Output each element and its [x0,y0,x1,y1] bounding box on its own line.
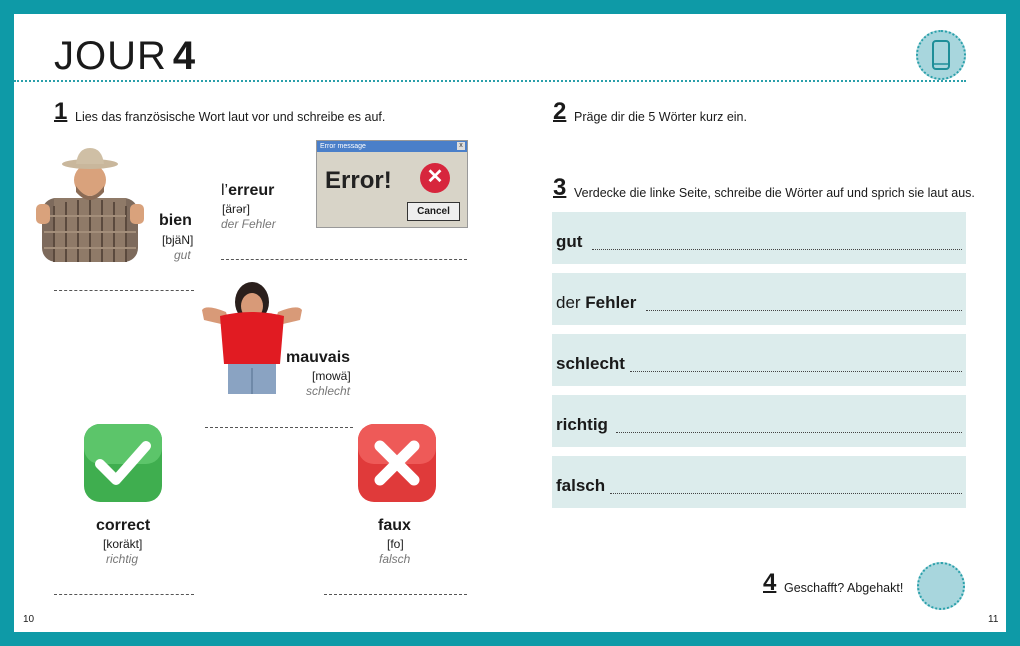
workbook-page [14,14,1006,632]
word-erreur [221,182,274,200]
phon-correct: [koräkt] [103,537,143,551]
green-checkmark-icon [82,422,164,504]
phon-mauvais: [mowä] [312,369,351,383]
page-number-right: 11 [988,614,999,625]
title-number: 4 [172,34,197,78]
page-title [54,34,196,79]
done-checkbox[interactable] [917,562,965,610]
write-row-5[interactable] [552,456,966,508]
write-row-3[interactable] [552,334,966,386]
step-1-instruction: Lies das französische Wort laut vor und schreibe es auf. [75,110,386,124]
smartphone-icon [930,40,952,70]
close-icon: x [457,142,465,150]
word-bien: bien [159,212,192,229]
step-2-number: 2 [553,98,567,125]
man-thumbs-up-image [32,146,148,262]
write-row-line[interactable] [630,371,962,372]
word-erreur-text: erreur [228,182,275,199]
error-x-icon: ✕ [420,163,450,193]
write-line-bien[interactable] [54,290,194,291]
phon-bien: [bjäN] [162,233,194,247]
error-dialog-titlebar [317,141,467,152]
write-row-label: schlecht [556,354,625,373]
phon-faux: [fo] [387,537,404,551]
trans-faux: falsch [379,552,411,566]
step-4-instruction: Geschafft? Abgehakt! [784,581,904,595]
write-row-4[interactable] [552,395,966,447]
write-row-label: richtig [556,415,608,434]
girl-thumbs-down-image [196,280,308,396]
step-3-number: 3 [553,174,567,201]
write-row-label: gut [556,232,583,251]
error-dialog-image [316,140,468,228]
write-line-erreur[interactable] [221,259,467,260]
word-correct: correct [96,517,151,534]
write-line-correct[interactable] [54,594,194,595]
write-line-mauvais[interactable] [205,427,353,428]
phon-erreur: [ärər] [222,202,251,216]
error-dialog-title: Error message [320,143,366,150]
page-number-left: 10 [23,614,35,625]
trans-mauvais: schlecht [306,384,351,398]
app-badge[interactable] [916,30,966,80]
write-row-label: falsch [556,476,606,495]
write-row-line[interactable] [646,310,962,311]
write-row-line[interactable] [592,249,962,250]
step-1-number: 1 [54,98,68,125]
title-word: JOUR [54,34,167,78]
write-row-2[interactable] [552,273,966,325]
trans-erreur: der Fehler [221,217,276,231]
error-dialog-message: Error! [325,167,392,194]
step-4-number: 4 [763,569,777,596]
article-erreur: l’ [221,182,229,199]
red-cross-icon [356,422,438,504]
trans-correct: richtig [106,552,139,566]
write-line-faux[interactable] [324,594,467,595]
word-faux: faux [378,517,411,534]
write-row-line[interactable] [616,432,962,433]
trans-bien: gut [174,248,191,262]
header-divider [14,80,966,82]
word-mauvais: mauvais [286,349,351,366]
error-dialog-cancel: Cancel [407,202,460,221]
write-row-line[interactable] [610,493,962,494]
step-3-instruction: Verdecke die linke Seite, schreibe die Wörter auf und sprich sie laut aus. [574,186,975,200]
step-2-instruction: Präge dir die 5 Wörter kurz ein. [574,110,747,124]
write-row-label: der Fehler [556,293,637,312]
write-row-1[interactable] [552,212,966,264]
